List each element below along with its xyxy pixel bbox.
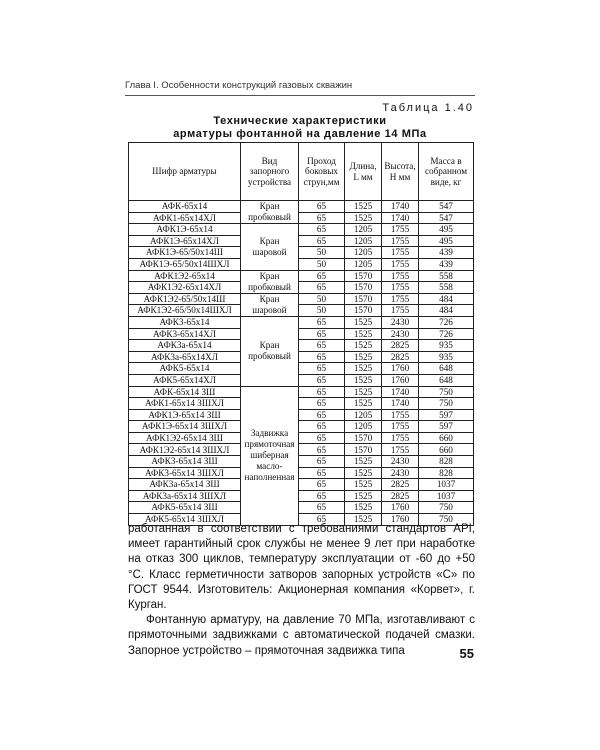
cell-mass: 935 [419,340,474,352]
cell-code: АФК1-65х14ХЛ [129,212,241,224]
cell-code: АФК3-65х14 ЗШХЛ [129,467,241,479]
cell-bore: 65 [299,270,345,282]
cell-bore: 65 [299,201,345,213]
cell-bore: 65 [299,212,345,224]
table-row [129,201,474,213]
cell-mass: 660 [419,432,474,444]
cell-code: АФК1Э-65х14 [129,224,241,236]
cell-height: 1755 [382,421,419,433]
cell-code: АФК3а-65х14 ЗШХЛ [129,490,241,502]
table-row [129,374,474,386]
cell-length: 1525 [345,212,382,224]
cell-bore: 50 [299,258,345,270]
cell-bore: 65 [299,456,345,468]
table-row [129,224,474,236]
cell-code: АФК1Э2-65х14 ЗШ [129,432,241,444]
cell-mass: 597 [419,421,474,433]
cell-height: 1755 [382,235,419,247]
cell-bore: 65 [299,490,345,502]
cell-valve-type: Кран пробковый [241,270,299,293]
cell-mass: 828 [419,467,474,479]
cell-length: 1570 [345,282,382,294]
cell-valve-type: Кран шаровой [241,293,299,316]
table-row [129,502,474,514]
cell-bore: 65 [299,514,345,526]
table-row [129,444,474,456]
cell-code: АФК5-65х14ХЛ [129,374,241,386]
cell-length: 1525 [345,398,382,410]
cell-bore: 65 [299,340,345,352]
cell-bore: 65 [299,316,345,328]
table-row [129,363,474,375]
cell-bore: 65 [299,432,345,444]
cell-height: 1755 [382,305,419,317]
spec-table [128,142,474,526]
cell-bore: 65 [299,444,345,456]
cell-code: АФК1Э-65х14 ЗШХЛ [129,421,241,433]
cell-mass: 597 [419,409,474,421]
cell-valve-type: Кран шаровой [241,224,299,270]
cell-mass: 750 [419,398,474,410]
cell-height: 2430 [382,316,419,328]
cell-bore: 65 [299,351,345,363]
cell-mass: 439 [419,247,474,259]
table-row [129,247,474,259]
cell-height: 2825 [382,340,419,352]
table-row [129,328,474,340]
cell-mass: 484 [419,293,474,305]
cell-bore: 65 [299,224,345,236]
cell-length: 1525 [345,502,382,514]
col-header-height: Высота, Н мм [382,143,419,201]
table-row [129,212,474,224]
table-row [129,351,474,363]
cell-code: АФК-65х14 [129,201,241,213]
cell-bore: 50 [299,247,345,259]
cell-height: 1760 [382,514,419,526]
cell-height: 2825 [382,479,419,491]
cell-height: 1740 [382,398,419,410]
cell-length: 1525 [345,456,382,468]
cell-bore: 50 [299,305,345,317]
cell-height: 1755 [382,224,419,236]
table-row [129,235,474,247]
cell-mass: 935 [419,351,474,363]
cell-height: 1755 [382,247,419,259]
cell-code: АФК1Э2-65х14 [129,270,241,282]
cell-mass: 439 [419,258,474,270]
cell-code: АФК3а-65х14 [129,340,241,352]
cell-bore: 65 [299,328,345,340]
table-number: Таблица 1.40 [382,102,474,114]
cell-height: 1760 [382,502,419,514]
cell-height: 2430 [382,467,419,479]
cell-valve-type: Кран пробковый [241,316,299,386]
cell-mass: 750 [419,514,474,526]
cell-length: 1525 [345,363,382,375]
table-row [129,258,474,270]
cell-mass: 1037 [419,479,474,491]
cell-mass: 660 [419,444,474,456]
table-row [129,293,474,305]
table-row [129,316,474,328]
cell-height: 1740 [382,201,419,213]
cell-mass: 547 [419,201,474,213]
cell-length: 1525 [345,490,382,502]
cell-bore: 65 [299,502,345,514]
cell-code: АФК5-65х14 ЗШ [129,502,241,514]
cell-code: АФК1Э-65/50х14Ш [129,247,241,259]
cell-bore: 65 [299,409,345,421]
cell-mass: 828 [419,456,474,468]
cell-bore: 65 [299,374,345,386]
table-row [129,421,474,433]
cell-mass: 547 [419,212,474,224]
cell-height: 1755 [382,258,419,270]
cell-length: 1525 [345,328,382,340]
cell-code: АФК3-65х14ХЛ [129,328,241,340]
cell-length: 1205 [345,235,382,247]
cell-code: АФК1Э2-65/50х14ШХЛ [129,305,241,317]
cell-bore: 65 [299,479,345,491]
cell-mass: 495 [419,224,474,236]
paragraph-2: Фонтанную арматуру, на давление 70 МПа, изготавливают с прямоточными задвижками с автоматической подачей смазки. Запорное устройство – прямоточная задвижка типа [128,614,475,657]
cell-height: 1755 [382,270,419,282]
cell-mass: 648 [419,363,474,375]
table-title [125,115,475,141]
cell-height: 1755 [382,444,419,456]
cell-bore: 65 [299,467,345,479]
cell-bore: 65 [299,398,345,410]
cell-length: 1525 [345,316,382,328]
cell-mass: 648 [419,374,474,386]
cell-length: 1525 [345,201,382,213]
cell-code: АФК3-65х14 ЗШ [129,456,241,468]
cell-length: 1570 [345,444,382,456]
cell-valve-type: Кран пробковый [241,201,299,224]
cell-height: 2430 [382,328,419,340]
cell-bore: 65 [299,282,345,294]
cell-length: 1570 [345,270,382,282]
cell-length: 1205 [345,224,382,236]
col-header-length: Длина, L мм [345,143,382,201]
cell-mass: 726 [419,328,474,340]
col-header-bore: Проход боковых струн,мм [299,143,345,201]
cell-length: 1525 [345,514,382,526]
col-header-valve-type: Вид запорного устройства [241,143,299,201]
table-row [129,490,474,502]
cell-length: 1525 [345,351,382,363]
cell-code: АФК3-65х14 [129,316,241,328]
cell-mass: 750 [419,502,474,514]
table-row [129,432,474,444]
cell-length: 1570 [345,293,382,305]
cell-mass: 1037 [419,490,474,502]
cell-code: АФК1Э2-65х14ХЛ [129,282,241,294]
cell-bore: 50 [299,293,345,305]
cell-height: 1755 [382,293,419,305]
cell-height: 1755 [382,432,419,444]
cell-code: АФК1Э2-65/50х14Ш [129,293,241,305]
table-title-line-2: арматуры фонтанной на давление 14 МПа [173,128,427,140]
cell-length: 1525 [345,479,382,491]
page-number: 55 [459,646,474,661]
table-title-line-1: Технические характеристики [213,115,387,127]
cell-height: 1755 [382,282,419,294]
cell-bore: 65 [299,363,345,375]
table-row [129,305,474,317]
table-row [129,409,474,421]
table-row [129,282,474,294]
cell-length: 1570 [345,432,382,444]
cell-height: 2430 [382,456,419,468]
cell-length: 1525 [345,386,382,398]
cell-code: АФК1Э-65/50х14ШХЛ [129,258,241,270]
cell-valve-type: Задвижка прямоточная шиберная масло-наполненная [241,386,299,525]
table-row [129,386,474,398]
cell-length: 1205 [345,421,382,433]
cell-mass: 558 [419,282,474,294]
cell-mass: 495 [419,235,474,247]
cell-mass: 750 [419,386,474,398]
table-row [129,270,474,282]
table-body [129,201,474,526]
cell-bore: 65 [299,421,345,433]
cell-code: АФК1-65х14 ЗШХЛ [129,398,241,410]
cell-bore: 65 [299,235,345,247]
cell-length: 1525 [345,467,382,479]
cell-length: 1205 [345,247,382,259]
cell-height: 2825 [382,490,419,502]
table-row [129,467,474,479]
table-row [129,479,474,491]
table-row [129,340,474,352]
cell-length: 1205 [345,258,382,270]
cell-code: АФК3а-65х14ХЛ [129,351,241,363]
cell-code: АФК1Э2-65х14 ЗШХЛ [129,444,241,456]
cell-code: АФК-65х14 ЗШ [129,386,241,398]
table-row [129,398,474,410]
cell-mass: 484 [419,305,474,317]
col-header-mass: Масса в собранном виде, кг [419,143,474,201]
cell-bore: 65 [299,386,345,398]
cell-length: 1205 [345,409,382,421]
cell-height: 1760 [382,363,419,375]
cell-height: 2825 [382,351,419,363]
cell-code: АФК5-65х14 ЗШХЛ [129,514,241,526]
paragraph-1: работанная в соответствии с требованиями стандартов API, имеет гарантийный срок службы не менее 9 лет при наработке на отказ 300 циклов, температуру эксплуатации от -60 до +50 °С. Класс герметичности затворов запорных устройств «С» по ГОСТ 9544. Изготовитель: Акционерная компания «Корвет», г. Курган. [128,523,475,612]
cell-length: 1570 [345,305,382,317]
cell-mass: 726 [419,316,474,328]
col-header-code: Шифр арматуры [129,143,241,201]
table-row [129,456,474,468]
cell-length: 1525 [345,374,382,386]
cell-length: 1525 [345,340,382,352]
cell-code: АФК5-65х14 [129,363,241,375]
cell-code: АФК1Э-65х14 ЗШ [129,409,241,421]
cell-code: АФК3а-65х14 ЗШ [129,479,241,491]
cell-height: 1740 [382,386,419,398]
cell-height: 1740 [382,212,419,224]
cell-mass: 558 [419,270,474,282]
table-header-row [129,143,474,201]
header-rule [125,95,475,96]
cell-height: 1760 [382,374,419,386]
cell-code: АФК1Э-65х14ХЛ [129,235,241,247]
cell-height: 1755 [382,409,419,421]
body-text [128,522,475,659]
running-header: Глава I. Особенности конструкций газовых скважин [125,80,353,91]
